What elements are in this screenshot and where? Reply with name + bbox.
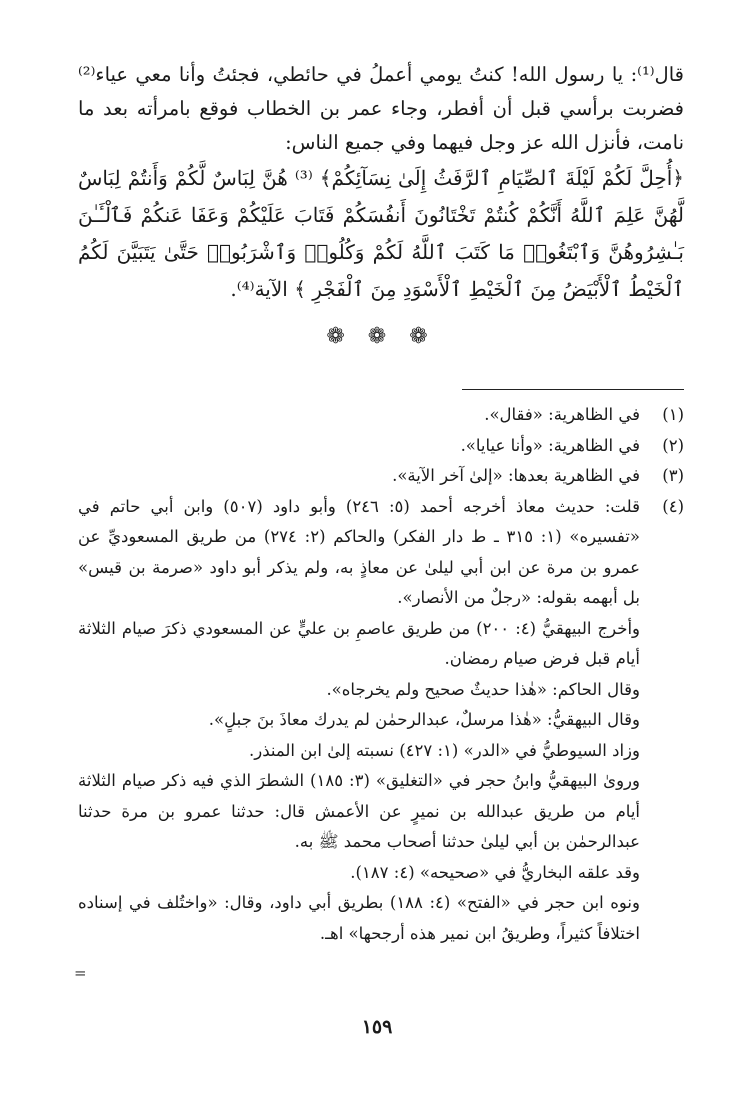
footnote-text: في الظاهرية: «وأنا عيايا». [460, 435, 640, 455]
book-page [78, 58, 684, 1088]
main-text [78, 58, 684, 160]
footnote-text: وقد علقه البخاريُّ في «صحيحه» (٤: ١٨٧). [350, 862, 640, 882]
footnote-number: (٣) [662, 466, 684, 485]
footnote-text: ونوه ابن حجر في «الفتح» (٤: ١٨٨) بطريق أبي داود، وقال: «واختُلف في إسناده اختلافاً كثيراً، وطريقُ ابن نمير هذه أرجحها» اهـ. [78, 893, 640, 943]
footnote-number: (٢) [662, 435, 684, 455]
footnote-text: قلت: حديث معاذ أخرجه أحمد (٥: ٢٤٦) وأبو داود (٥٠٧) وابن أبي حاتم في «تفسيره» (١: ٣١٥ ـ ط دار الفكر) والحاكم (٢: ٢٧٤) من طريق المسعوديِّ عن عمرو بن مرة عن ابن أبي ليلىٰ عن معاذٍ به، ولم يذكر أبو داود «صرمة بن قيس» بل أبهمه بقوله: «رجلٌ من الأنصار». [78, 496, 640, 607]
footnote-text: وزاد السيوطيُّ في «الدر» (١: ٤٢٧) نسبته إلىٰ ابن المنذر. [249, 740, 640, 760]
footnote-2 [78, 431, 684, 462]
footnote-number: (٤) [662, 496, 684, 516]
footnote-text: وأخرج البيهقيُّ (٤: ٢٠٠) من طريق عاصمِ بن عليٍّ عن المسعودي ذكرَ صيام الثلاثة أيام قبل فرض صيام رمضان. [78, 618, 640, 668]
footnote-text: في الظاهرية بعدها: «إلىٰ آخر الآية». [392, 466, 640, 485]
footnote-number: (١) [662, 405, 684, 424]
quran-verse [78, 160, 684, 308]
footnote-3 [78, 461, 684, 492]
footnotes [78, 400, 684, 949]
footnote-divider [462, 389, 684, 390]
footnote-text: في الظاهرية: «فقال». [484, 405, 640, 424]
continuation-mark: = [74, 964, 87, 982]
footnote-text: وقال البيهقيُّ: «هٰذا مرسلٌ، عبدالرحمٰن لم يدرك معاذَ بنَ جبلٍ». [208, 710, 640, 729]
main-paragraph: قال⁽¹⁾: يا رسول الله! كنتُ يومي أعملُ في حائطي، فجئتُ وأنا معي عياء⁽²⁾ فضربت برأسي قبل أن أفطر، وجاء عمر بن الخطاب فوقع بامرأته بعد ما نامت، فأنزل الله عز وجل فيهما وفي جميع الناس: [78, 63, 684, 154]
quran-text: ﴿أُحِلَّ لَكُمْ لَيْلَةَ ٱلصِّيَامِ ٱلرَّفَثُ إِلَىٰ نِسَآئِكُمْ﴾ ⁽³⁾ هُنَّ لِبَاسٌ لَّكُمْ وَأَنتُمْ لِبَاسٌ لَّهُنَّ عَلِمَ ٱللَّهُ أَنَّكُمْ كُنتُمْ تَخْتَانُونَ أَنفُسَكُمْ فَتَابَ عَلَيْكُمْ وَعَفَا عَنكُمْ فَٱلْـَٔـٰنَ بَـٰشِرُوهُنَّ وَٱبْتَغُوا۟ مَا كَتَبَ ٱللَّهُ لَكُمْ وَكُلُوا۟ وَٱشْرَبُوا۟ حَتَّىٰ يَتَبَيَّنَ لَكُمُ ٱلْخَيْطُ ٱلْأَبْيَضُ مِنَ ٱلْخَيْطِ ٱلْأَسْوَدِ مِنَ ٱلْفَجْرِ ﴾ الآية⁽⁴⁾. [78, 166, 684, 301]
page-number: ١٥٩ [361, 1016, 393, 1038]
section-separator: ❁ ❁ ❁ [326, 324, 436, 349]
footnote-1 [78, 400, 684, 431]
footnote-4 [78, 492, 684, 950]
footnote-text: ورویٰ البيهقيُّ وابنُ حجر في «التغليق» (٣: ١٨٥) الشطرَ الذي فيه ذكر صيام الثلاثة أيام من طريق عبدالله بن نميرٍ عن الأعمش قال: حدثنا عمرو بن مرة حدثنا عبدالرحمٰن بن أبي ليلىٰ حدثنا أصحاب محمد ﷺ به. [78, 771, 640, 851]
footnote-text: وقال الحاكم: «هٰذا حديثٌ صحيح ولم يخرجاه». [326, 679, 640, 699]
